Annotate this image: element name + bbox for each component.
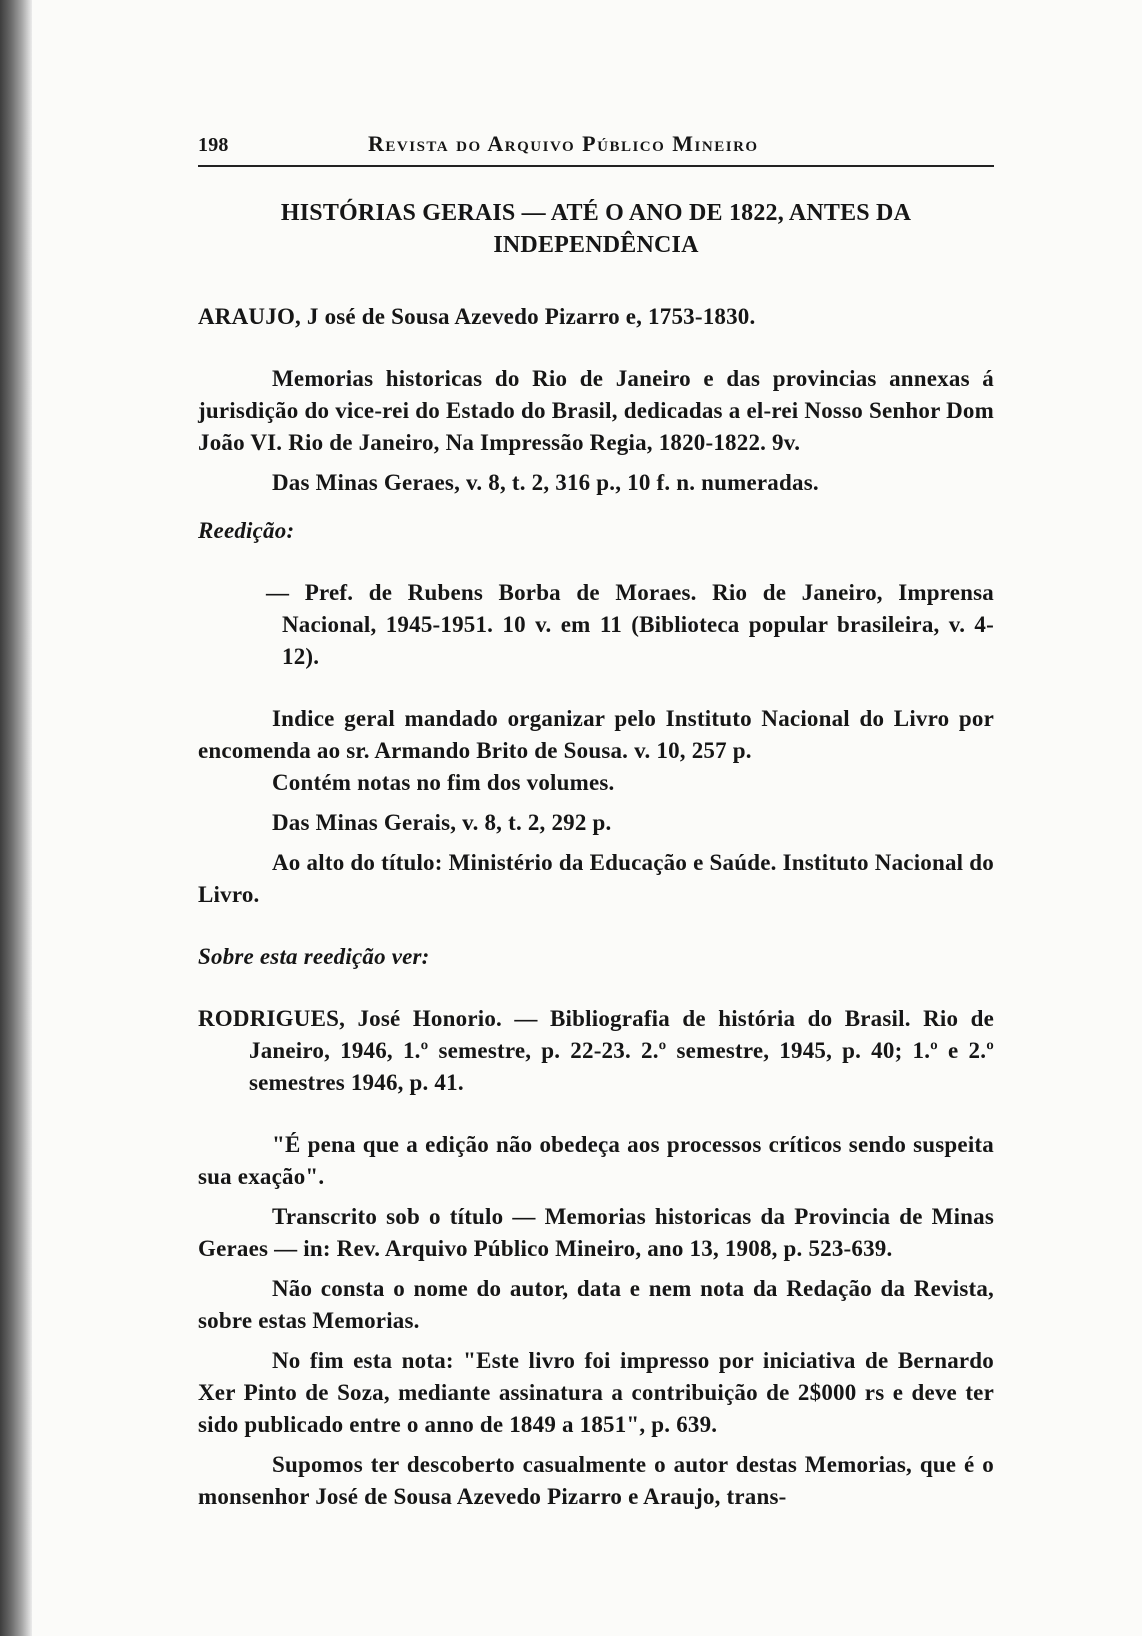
about-transcribed: Transcrito sob o título — Memorias historicas da Provincia de Minas Geraes — in: Rev. Arquivo Público Mineiro, ano 13, 1908, p. 523-639.: [198, 1204, 994, 1261]
about-end-note: No fim esta nota: "Este livro foi impresso por iniciativa de Bernardo Xer Pinto de Soza, mediante assinatura a contribuição de 2$000 rs e deve ter sido publicado entre o anno de 1849 a 1851", p. 639.: [198, 1348, 994, 1437]
book-spine-shadow: [0, 0, 32, 1636]
about-reference: RODRIGUES, José Honorio. — Bibliografia de história do Brasil. Rio de Janeiro, 1946, 1.º semestre, p. 22-23. 2.º semestre, 1945, p. 40; 1.º e 2.º semestres 1946, p. 41.: [198, 1006, 994, 1095]
entry-description: Memorias historicas do Rio de Janeiro e das provincias annexas á jurisdição do vice-rei do Estado do Brasil, dedicadas a el-rei Nosso Senhor Dom João VI. Rio de Janeiro, Na Impressão Regia, 1820-1822. 9v.: [198, 366, 994, 455]
section-heading-line-2: INDEPENDÊNCIA: [493, 232, 699, 258]
entry-author: ARAUJO, J osé de Sousa Azevedo Pizarro e, 1753-1830.: [198, 304, 756, 329]
reedition-index-note: Indice geral mandado organizar pelo Instituto Nacional do Livro por encomenda ao sr. Armando Brito de Sousa. v. 10, 257 p.: [198, 706, 994, 763]
about-no-author: Não consta o nome do autor, data e nem nota da Redação da Revista, sobre estas Memorias.: [198, 1276, 994, 1333]
about-quote: "É pena que a edição não obedeça aos processos críticos sendo suspeita sua exação".: [198, 1132, 994, 1189]
reedition-label: Reedição:: [198, 518, 295, 543]
about-label: Sobre esta reedição ver:: [198, 944, 430, 969]
page-number: 198: [198, 134, 229, 156]
reedition-notes: Contém notas no fim dos volumes.: [272, 770, 615, 795]
reedition-entry: — Pref. de Rubens Borba de Moraes. Rio de Janeiro, Imprensa Nacional, 1945-1951. 10 v. em 11 (Biblioteca popular brasileira, v. 4-12).: [266, 580, 994, 669]
document-page: [198, 128, 994, 1513]
running-header: [198, 128, 994, 167]
section-heading-line-1: HISTÓRIAS GERAIS — ATÉ O ANO DE 1822, ANTES DA: [280, 200, 912, 226]
reedition-holdings: Das Minas Gerais, v. 8, t. 2, 292 p.: [272, 810, 612, 835]
about-supposition: Supomos ter descoberto casualmente o autor destas Memorias, que é o monsenhor José de Sousa Azevedo Pizarro e Araujo, trans-: [198, 1452, 994, 1509]
entry-holdings: Das Minas Geraes, v. 8, t. 2, 316 p., 10 f. n. numeradas.: [272, 470, 819, 495]
journal-title: Revista do Arquivo Público Mineiro: [368, 131, 759, 156]
section-heading: [198, 197, 994, 261]
reedition-title-top: Ao alto do título: Ministério da Educação e Saúde. Instituto Nacional do Livro.: [198, 850, 994, 907]
